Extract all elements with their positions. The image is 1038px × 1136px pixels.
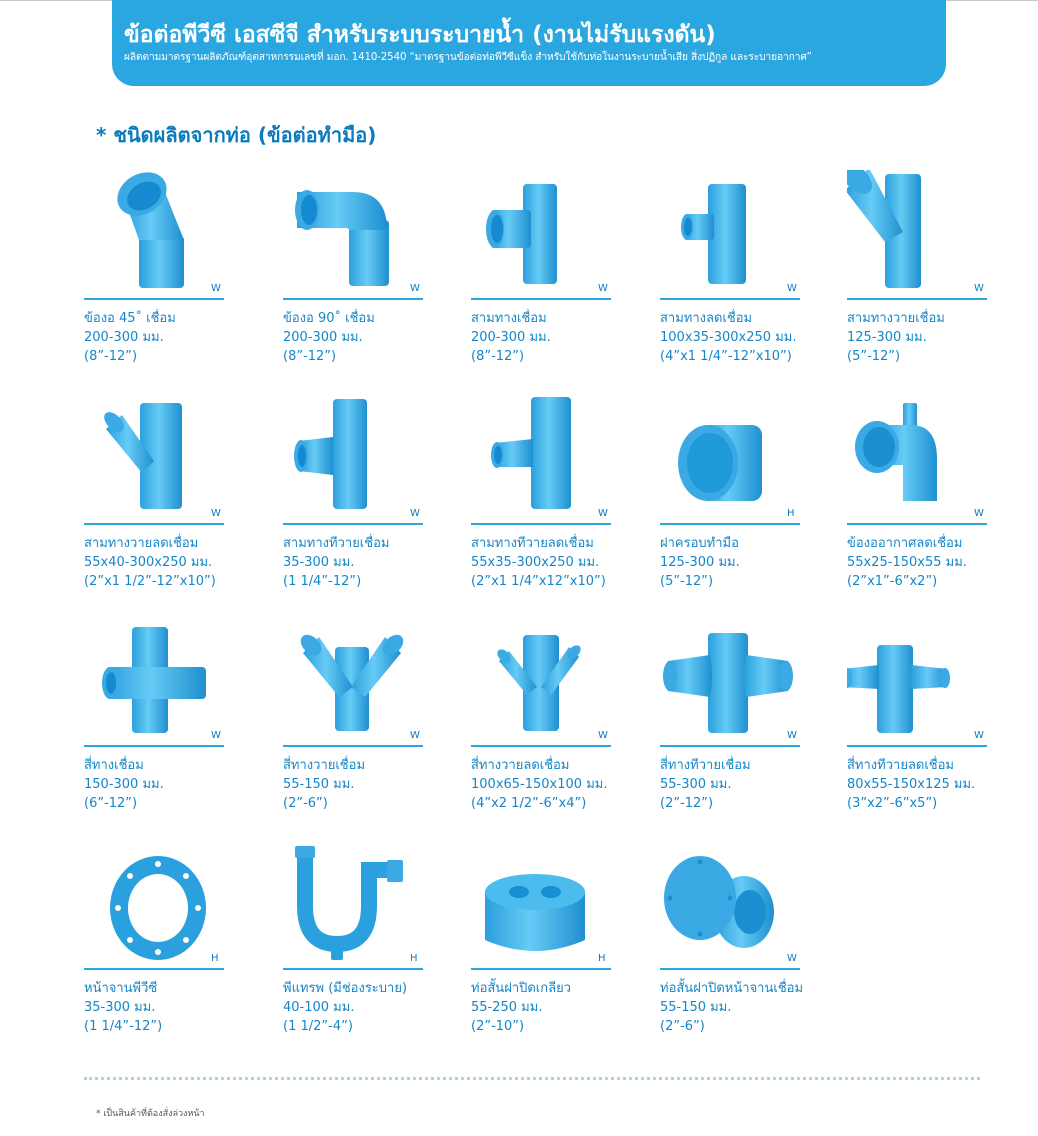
product-card [471,170,641,364]
product-card [283,395,453,589]
product-code: W [974,508,984,519]
product-name: สี่ทางวายลดเชื่อม [471,758,570,773]
product-card [660,840,830,1034]
product-card [660,395,830,589]
product-size-mm: 125-300 มม. [847,330,927,345]
page-title: ข้อต่อพีวีซี เอสซีจี สำหรับระบบระบายน้ำ (งานไม่รับแรงดัน) [124,22,716,48]
product-size-inch: (5”-12”) [847,349,901,364]
product-card [847,617,1017,811]
product-code: H [787,508,795,519]
product-code: W [787,283,797,294]
flange-icon [84,840,224,968]
product-size-inch: (2”-12”) [660,796,714,811]
product-code: W [598,283,608,294]
product-card [84,395,254,589]
product-size-inch: (8”-12”) [283,349,337,364]
end-cap-icon [660,395,800,523]
product-card [283,617,453,811]
product-size-mm: 40-100 มม. [283,1000,355,1015]
product-code: W [974,730,984,741]
product-size-inch: (3”x2”-6”x5”) [847,796,938,811]
product-code: W [410,508,420,519]
product-code: W [787,730,797,741]
product-code: W [410,730,420,741]
threaded-cap-pipe-icon [471,840,611,968]
product-size-mm: 55x40-300x250 มม. [84,555,213,570]
product-name: หน้าจานพีวีซี [84,981,158,996]
vent-elbow-icon [847,395,987,523]
product-size-mm: 55x25-150x55 มม. [847,555,967,570]
product-card [660,617,830,811]
product-card [847,395,1017,589]
product-card [283,840,453,1034]
product-size-mm: 80x55-150x125 มม. [847,777,976,792]
product-size-inch: (8”-12”) [84,349,138,364]
double-wye-icon [283,617,423,745]
product-size-mm: 35-300 มม. [283,555,355,570]
wye-icon [847,170,987,298]
product-size-mm: 55-150 มม. [283,777,355,792]
product-size-mm: 55-150 มม. [660,1000,732,1015]
product-code: W [410,283,420,294]
product-size-inch: (4”x2 1/2”-6”x4”) [471,796,587,811]
cross-icon [84,617,224,745]
product-name: พีแทรพ (มีช่องระบาย) [283,981,408,996]
product-code: H [598,953,606,964]
product-size-mm: 200-300 มม. [471,330,551,345]
product-size-inch: (1 1/2”-4”) [283,1019,353,1034]
product-card [84,170,254,364]
header-banner [112,0,946,86]
product-size-inch: (2”x1 1/4”x12”x10”) [471,574,606,589]
product-size-mm: 55-300 มม. [660,777,732,792]
product-code: W [598,508,608,519]
section-title: * ชนิดผลิตจากท่อ (ข้อต่อทำมือ) [96,123,377,147]
reducing-double-tee-wye-icon [847,617,987,745]
reducing-double-wye-icon [471,617,611,745]
elbow-45-icon [84,170,224,298]
standard-subtitle: ผลิตตามมาตรฐานผลิตภัณฑ์อุตสาหกรรมเลขที่ มอก. 1410-2540 “มาตรฐานข้อต่อท่อพีวีซีแข็ง สำหรับใช้กับท่อในงานระบายน้ำเสีย สิ่งปฏิกูล และระบายอากาศ” [124,52,812,63]
product-size-mm: 35-300 มม. [84,1000,156,1015]
product-code: W [211,508,221,519]
product-name: ข้องออากาศลดเชื่อม [847,536,963,551]
product-size-inch: (2”-6”) [283,796,328,811]
tee-icon [471,170,611,298]
product-name: สามทางทีวายลดเชื่อม [471,536,594,551]
product-size-inch: (1 1/4”-12”) [84,1019,163,1034]
product-name: สี่ทางทีวายเชื่อม [660,758,751,773]
product-size-inch: (6”-12”) [84,796,138,811]
product-code: W [211,730,221,741]
product-size-mm: 200-300 มม. [84,330,164,345]
product-size-inch: (8”-12”) [471,349,525,364]
product-name: ข้องอ 45˚ เชื่อม [84,311,176,326]
product-card [471,840,641,1034]
product-name: สี่ทางทีวายลดเชื่อม [847,758,954,773]
product-name: ฝาครอบทำมือ [660,536,739,551]
product-name: สี่ทางเชื่อม [84,758,144,773]
elbow-90-icon [283,170,423,298]
product-name: สามทางทีวายเชื่อม [283,536,390,551]
product-size-inch: (2”x1 1/2”-12”x10”) [84,574,216,589]
product-size-mm: 200-300 มม. [283,330,363,345]
product-code: W [787,953,797,964]
product-size-mm: 55-250 มม. [471,1000,543,1015]
product-size-inch: (2”-10”) [471,1019,525,1034]
product-size-inch: (4”x1 1/4”-12”x10”) [660,349,792,364]
tee-wye-icon [283,395,423,523]
reducing-tee-icon [660,170,800,298]
product-card [847,170,1017,364]
product-name: ท่อสั้นฝาปิดเกลียว [471,981,572,996]
product-card [283,170,453,364]
reducing-wye-icon [84,395,224,523]
product-size-mm: 150-300 มม. [84,777,164,792]
reducing-tee-wye-icon [471,395,611,523]
product-card [471,617,641,811]
product-code: H [410,953,418,964]
product-size-mm: 55x35-300x250 มม. [471,555,600,570]
product-card [84,617,254,811]
product-code: W [598,730,608,741]
product-size-mm: 125-300 มม. [660,555,740,570]
product-code: W [974,283,984,294]
product-code: W [211,283,221,294]
product-name: สามทางเชื่อม [471,311,547,326]
product-name: สามทางวายเชื่อม [847,311,945,326]
product-card [660,170,830,364]
product-name: สามทางวายลดเชื่อม [84,536,199,551]
product-name: สี่ทางวายเชื่อม [283,758,366,773]
product-name: ท่อสั้นฝาปิดหน้าจานเชื่อม [660,981,804,996]
product-size-mm: 100x35-300x250 มม. [660,330,797,345]
p-trap-icon [283,840,423,968]
product-card [84,840,254,1034]
product-card [471,395,641,589]
product-size-mm: 100x65-150x100 มม. [471,777,608,792]
product-name: ข้องอ 90˚ เชื่อม [283,311,375,326]
dotted-divider [84,1077,980,1080]
product-code: H [211,953,219,964]
product-size-inch: (2”x1”-6”x2”) [847,574,938,589]
product-size-inch: (1 1/4”-12”) [283,574,362,589]
double-tee-wye-icon [660,617,800,745]
flanged-cap-pipe-icon [660,840,800,968]
footnote: * เป็นสินค้าที่ต้องสั่งล่วงหน้า [96,1109,205,1119]
product-size-inch: (2”-6”) [660,1019,705,1034]
product-name: สามทางลดเชื่อม [660,311,753,326]
product-size-inch: (5”-12”) [660,574,714,589]
